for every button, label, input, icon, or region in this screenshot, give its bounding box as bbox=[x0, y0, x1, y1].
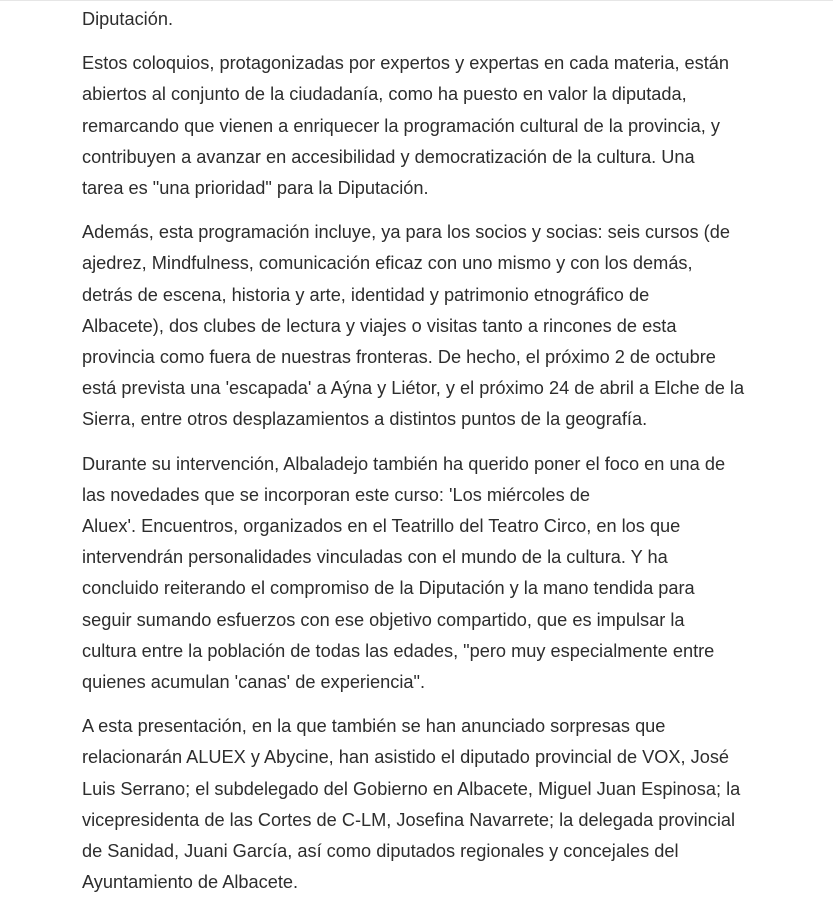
top-divider bbox=[0, 0, 833, 1]
paragraph-programacion: Además, esta programación incluye, ya para los socios y socias: seis cursos (de ajedrez, Mindfulness, comunicación eficaz con uno mismo y con los demás, detrás de escena, historia y arte, identidad y patrimonio etnográfico de Albacete), dos clubes de lectura y viajes o visitas tanto a rincones de esta provincia como fuera de nuestras fronteras. De hecho, el próximo 2 de octubre está prevista una 'escapada' a Aýna y Liétor, y el próximo 24 de abril a Elche de la Sierra, entre otros desplazamientos a distintos puntos de la geografía. bbox=[82, 222, 745, 430]
paragraph-asistentes: A esta presentación, en la que también se han anunciado sorpresas que relacionarán ALUEX y Abycine, han asistido el diputado provincial de VOX, José Luis Serrano; el subdelegado del Gobierno en Albacete, Miguel Juan Espinosa; la vicepresidenta de las Cortes de C-LM, Josefina Navarrete; la delegada provincial de Sanidad, Juani García, así como diputados regionales y concejales del Ayuntamiento de Albacete. bbox=[82, 716, 741, 893]
paragraph-intervencion: Durante su intervención, Albaladejo también ha querido poner el foco en una de las novedades que se incorporan este curso: 'Los miércoles de Aluex'. Encuentros, organizados en el Teatrillo del Teatro Circo, en los que intervendrán personalidades vinculadas con el mundo de la cultura. Y ha concluido reiterando el compromiso de la Diputación y la mano tendida para seguir sumando esfuerzos con ese objetivo compartido, que es impulsar la cultura entre la población de todas las edades, "pero muy especialmente entre quienes acumulan 'canas' de experiencia". bbox=[82, 453, 726, 693]
paragraph-coloquios: Estos coloquios, protagonizadas por expertos y expertas en cada materia, están abiertos al conjunto de la ciudadanía, como ha puesto en valor la diputada, remarcando que vienen a enriquecer la programación cultural de la provincia, y contribuyen a avanzar en accesibilidad y democratización de la cultura. Una tarea es "una prioridad" para la Diputación. bbox=[82, 53, 730, 199]
paragraph-intro-tail: Diputación. bbox=[82, 9, 173, 29]
article-body bbox=[82, 4, 822, 898]
